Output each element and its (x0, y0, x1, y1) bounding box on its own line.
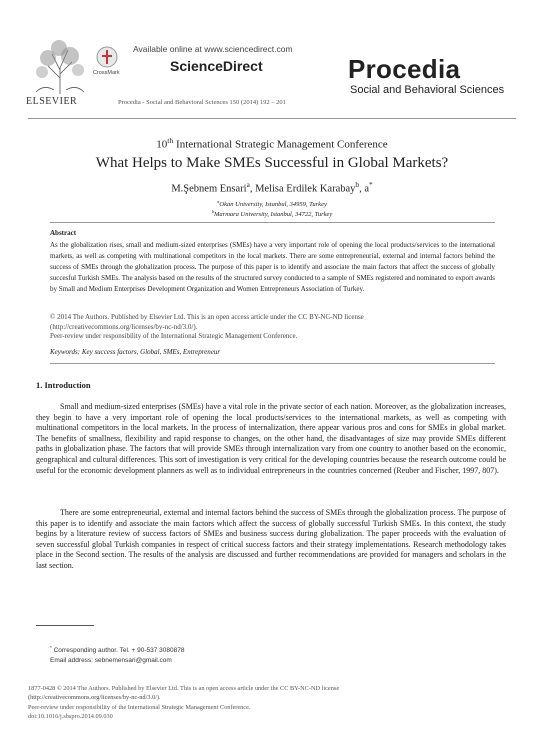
footer-block (28, 684, 508, 721)
footer-license: 1877-0428 © 2014 The Authors. Published by Elsevier Ltd. This is an open access article under the CC BY-NC-ND license (28, 685, 340, 692)
crossmark-label: CrossMark (93, 70, 120, 76)
paper-title: What Helps to Make SMEs Successful in Global Markets? (95, 155, 449, 171)
footer-peer-review: Peer-review under responsibility of the International Strategic Management Conference. (28, 703, 251, 711)
license-block (50, 313, 495, 342)
keywords: Keywords: Key success factors, Global, SMEs, Entrepreneur (50, 348, 221, 356)
abstract-heading: Abstract (50, 229, 77, 237)
affiliation-b: $^b$Marmara University, Istanbul, 34722, Turkey (211, 209, 333, 219)
crossmark-icon[interactable] (96, 46, 118, 68)
abstract-top-divider (50, 222, 495, 223)
section-heading-introduction: 1. Introduction (36, 380, 91, 390)
elsevier-label: ELSEVIER (26, 96, 78, 107)
abstract-bottom-divider (50, 363, 495, 364)
header-divider (28, 118, 516, 119)
peer-review-line: Peer-review under responsibility of the International Strategic Management Conference. (50, 332, 298, 340)
procedia-subtitle: Social and Behavioral Sciences (350, 84, 505, 96)
conference-name: 10th International Strategic Management Conference (156, 136, 388, 151)
intro-paragraph-1: Small and medium-sized enterprises (SMEs) have a vital role in the private sector of each nation. Moreover, as the globalization increases, they begin to have a very important role of opening the local products/services to the international markets, as well as competing with multinational competitors in the local markets. In the process of internalization, there appear various pros and cons for SMEs in global market. The benefits of smallness, flexibility and rapid response to changes, on the other hand, the disadvantages of size may provide SMEs different paths in globalization phase. The factors that will provide SMEs through internalization vary from one country to another based on the economic, geographical and cultural differences. This sort of investigation is very critical for the developing countries because the research outcome could be useful for the economic development planners as well as to individual entrepreneurs in the countries concerned (Reuber and Fischer, 1997, 807). (36, 402, 506, 475)
footnote-corresponding-author: * Corresponding author. Tel. + 90-537 3080878 (50, 645, 185, 655)
footer-license-link[interactable]: (http://creativecommons.org/licenses/by-nc-nd/3.0/). (28, 694, 161, 702)
affiliation-a: $^a$Okan University, Istanbul, 34959, Turkey (217, 199, 327, 209)
abstract-body: As the globalization rises, small and medium-sized enterprises (SMEs) have a very important role of opening the local products/services to the international markets, as well as competing with multinational competitors in the local markets. There are some entrepreneurial, external and internal factors behind the success of SMEs through the globalization process. The purpose of this paper is to identify and associate the main factors that affect the success of globally succesful Turkish SMEs. The analysis based on the results of the structured survey conducted to a sample of SMEs registered and nominated to export awards by Small and Medium Enterprises Development Organization and Women Entrepreneurs Association of Turkey. (50, 241, 495, 293)
author-list: M.Şebnem Ensari$^a$, Melisa Erdilek Karabay$^b$, a* (171, 180, 373, 195)
license-line: © 2014 The Authors. Published by Elsevier Ltd. This is an open access article under the CC BY-NC-ND license (50, 313, 364, 321)
available-online-text: Available online at www.sciencedirect.com (133, 44, 293, 54)
journal-citation: Procedia - Social and Behavioral Sciences 150 (2014) 192 – 201 (118, 99, 286, 106)
footer-doi[interactable]: doi:10.1016/j.sbspro.2014.09.030 (28, 712, 113, 720)
footnote-rule (36, 625, 94, 626)
procedia-logo: Procedia (348, 54, 461, 84)
footnote-email: Email address: sebnemensari@gmail.com (50, 657, 172, 664)
sciencedirect-logo[interactable]: ScienceDirect (170, 58, 263, 74)
elsevier-tree-logo (30, 38, 90, 96)
license-link[interactable]: (http://creativecommons.org/licenses/by-nc-nd/3.0/). (50, 322, 198, 331)
intro-paragraph-2: There are some entrepreneurial, external and internal factors behind the success of SMEs through the globalization process. The purpose of this paper is to identify and associate the main factors which affect the success of globally successful Turkish SMEs. In this context, the study begins by a literature review of success factors of SMEs and business success during globalization. The paper proceeds with the evaluation of seven successful global Turkish companies in respect of critical success factors and their strategy implementations. Research methodology takes place in the Second section. The results of the analysis are discussed and further recommendations are provided for managers and scholars in the last section. (36, 508, 506, 570)
